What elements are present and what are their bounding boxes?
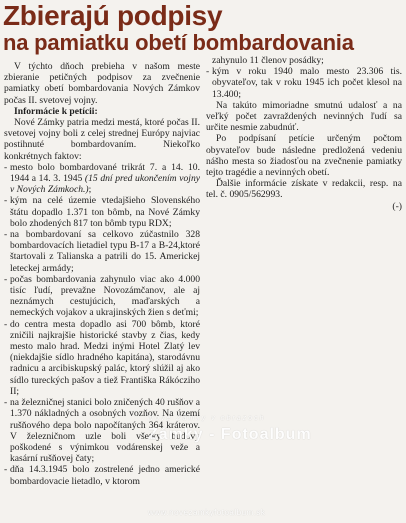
list-item-tail: ; (88, 184, 92, 196)
watermark-url: www.novezamkyfotoalbum.sk (148, 508, 266, 517)
list-item: - kým na celé územie vtedajšieho Slovenského štátu dopadlo 1.371 ton bômb, na Nové Zámky bolo zhodených 817 ton bômb typu RDX; (4, 195, 200, 229)
article-column-right (206, 55, 402, 212)
list-item: - dňa 14.3.1945 bolo zostrelené jedno americké bombardovacie lietadlo, v ktorom (4, 464, 200, 486)
list-continuation: zahynulo 11 členov posádky; (212, 55, 324, 66)
list-item: - kým v roku 1940 malo mesto 23.306 tis. obyvateľov, tak v roku 1945 ich počet klesol na 13.400; (206, 66, 402, 100)
contact-line (206, 178, 402, 200)
watermark-logo: Zámky - Fotoalbum (148, 426, 312, 443)
list-item: - na bombardovaní sa celkovo zúčastnilo 328 bombardovacích lietadiel typu B-17 a B-24,ktoré štartovali z Talianska a patrili do 15. Americkej leteckej armády; (4, 229, 200, 274)
watermark-caption: Nové Zámky v obrazoch (148, 415, 266, 422)
section-heading: Informácie k petícii: (14, 105, 98, 117)
closing-paragraph-1: Na takúto mimoriadne smutnú udalosť a na veľký počet zavraždených nevinných ľudí sa určite nesmie zabudnúť. (206, 99, 402, 134)
facts-intro-paragraph: Nové Zámky patria medzi mestá, ktoré počas II. svetovej vojny boli z celej strednej Európy najviac postihnuté bombardovaním. Niekoľko konkrétnych faktov: (4, 117, 200, 162)
list-item (4, 162, 200, 196)
contact-paragraph: Ďalšie informácie získate v redakcii, resp. na tel. č. 0905/562993. (206, 178, 402, 201)
facts-list (4, 162, 200, 487)
list-item-italic-note: (15 dní pred ukončením vojny v Nových Zámkoch.) (10, 173, 200, 196)
intro-paragraph: V týchto dňoch prebieha v našom meste zbieranie petičných podpisov za zvečnenie pamiatky obetí bombardovania Nových Zámkov počas II. svetovej vojny. (4, 61, 200, 106)
article-headline (3, 1, 403, 55)
list-item-text: mesto bolo bombardované trikrát 7. a 14. 10. 1944 a 14. 3. 1945 (10, 161, 200, 185)
author-signature: (-) (392, 200, 402, 212)
facts-list-continued (206, 66, 402, 100)
list-item: - počas bombardovania zahynulo viac ako 4.000 tisíc ľudí, prevažne Novozámčanov, ale aj neznámych cestujúcich, maďarských a nemeckých vojakov a ukrajinských žien s deťmi; (4, 274, 200, 319)
list-item: - do centra mesta dopadlo asi 700 bômb, ktoré zničili najkrajšie historické stavby z čias, kedy mesto malo hrad. Medzi inými Hotel Zlatý lev (niekdajšie sídlo hradného kapitána), starodávnu radnicu a arcibiskupský palác, ktorý slúžil aj ako sídlo tureckých pašov a tiež Františka Rákócziho II; (4, 319, 200, 397)
closing-paragraph-2: Po podpísaní petície určeným počtom obyvateľov bude následne predložená vedeniu nášho mesta so žiadosťou na zvečnenie pamiatky tejto tragédie a nevinných obetí. (206, 133, 402, 179)
headline-line-1: Zbierajú podpisy (3, 0, 223, 31)
headline-line-2: na pamiatku obetí bombardovania (3, 30, 354, 55)
article-column-left (4, 61, 200, 487)
list-item: - na železničnej stanici bolo zničených 40 rušňov a 1.370 nákladných a osobných vozňov. Na území rušňového depa bolo napočítaných 364 kráterov. V železničnom uzle boli všetky budovy poškodené s výnimkou vodárenskej veže a kasární rušňovej čaty; (4, 397, 200, 464)
